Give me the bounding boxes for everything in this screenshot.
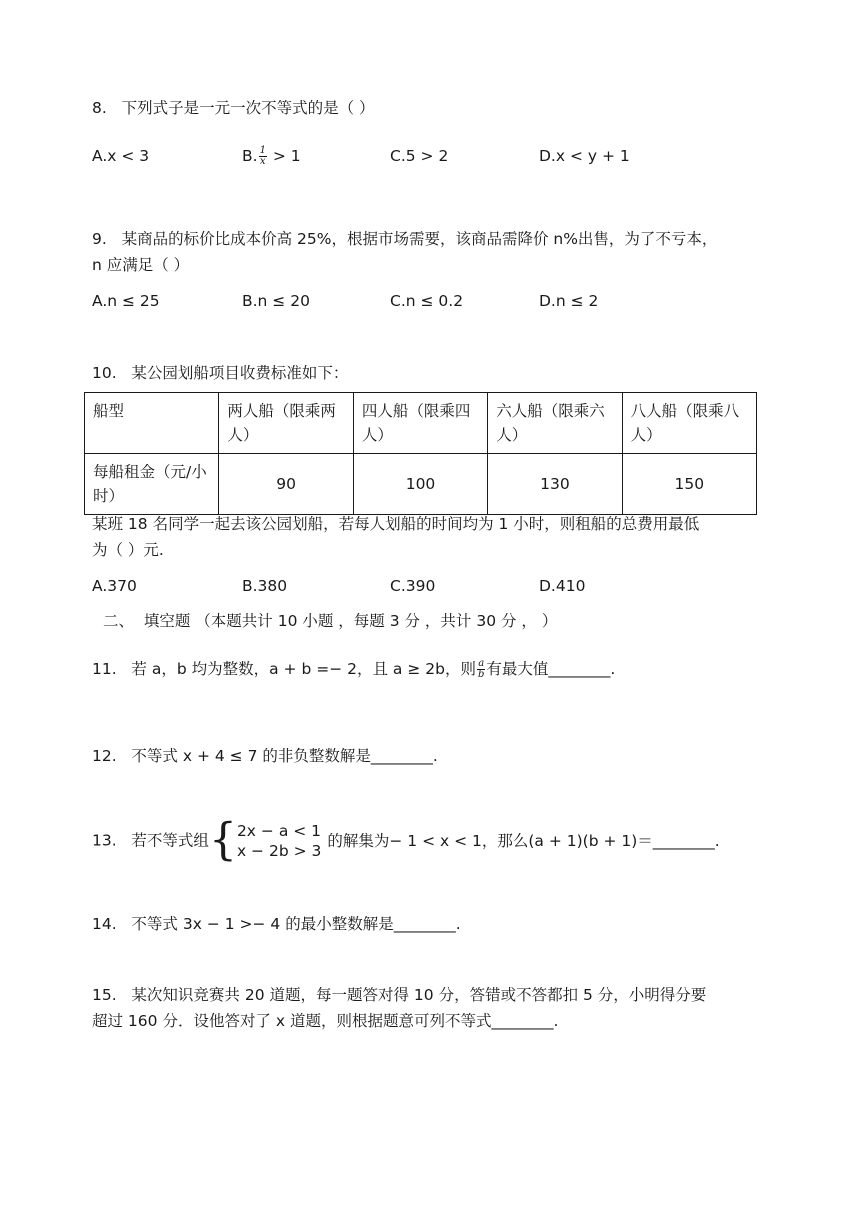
fraction-numerator: a [478, 658, 485, 669]
question-10-option-a: A.370 [92, 577, 137, 595]
fraction-numerator: 1 [259, 145, 266, 156]
question-10-text-line2: 为（ ）元. [92, 541, 164, 559]
question-10-option-b: B.380 [242, 577, 288, 595]
table-header-cell: 两人船（限乘两人） [219, 393, 353, 454]
question-8-option-a: A.x < 3 [92, 147, 150, 165]
left-brace: { [208, 814, 237, 866]
inequality-2: x − 2b > 3 [236, 841, 322, 860]
question-13-pre: 13. 若不等式组 [92, 831, 209, 850]
inequality-system [237, 821, 321, 861]
table-header-cell: 六人船（限乘六人） [488, 393, 622, 454]
table-row [85, 454, 757, 515]
question-11-pre: 11. 若 a，b 均为整数，a + b =− 2，且 a ≥ 2b，则 [92, 660, 476, 678]
question-9-option-d: D.n ≤ 2 [539, 292, 599, 310]
question-8-option-b [242, 145, 301, 167]
question-13-post: 的解集为− 1 < x < 1，那么(a + 1)(b + 1)＝________. [327, 831, 720, 850]
question-15-line1: 15. 某次知识竞赛共 20 道题，每一题答对得 10 分，答错或不答都扣 5 分，小明得分要 [92, 986, 707, 1004]
question-9-stem-line1: 9. 某商品的标价比成本价高 25%，根据市场需要，该商品需降价 n%出售，为了不亏本， [92, 230, 718, 248]
fee-table [84, 392, 757, 515]
table-row [85, 393, 757, 454]
question-12: 12. 不等式 x + 4 ≤ 7 的非负整数解是________. [92, 747, 438, 765]
question-10-text-line1: 某班 18 名同学一起去该公园划船，若每人划船的时间均为 1 小时，则租船的总费用最低 [92, 515, 700, 533]
question-15-line2: 超过 160 分．设他答对了 x 道题，则根据题意可列不等式________. [92, 1012, 559, 1030]
section-heading: 二、 填空题 （本题共计 10 小题 ，每题 3 分 ，共计 30 分 ， ） [103, 612, 558, 630]
question-9-option-c: C.n ≤ 0.2 [390, 292, 464, 310]
fraction-denominator: x [259, 156, 266, 167]
question-11-post: 有最大值________. [486, 660, 616, 678]
inequality-1: 2x − a < 1 [236, 821, 322, 840]
option-b-suffix: > 1 [267, 147, 301, 165]
question-9-option-a: A.n ≤ 25 [92, 292, 160, 310]
question-9-option-b: B.n ≤ 20 [242, 292, 310, 310]
fraction-denominator: b [477, 669, 485, 680]
table-cell: 90 [219, 454, 353, 515]
question-11 [92, 658, 615, 680]
fraction-a-over-b [477, 659, 485, 680]
question-8-stem: 8. 下列式子是一元一次不等式的是（ ） [92, 99, 375, 117]
question-14: 14. 不等式 3x − 1 >− 4 的最小整数解是________. [92, 915, 461, 933]
table-header-cell: 四人船（限乘四人） [353, 393, 487, 454]
table-cell: 150 [622, 454, 756, 515]
question-9-stem-line2: n 应满足（ ） [92, 256, 190, 274]
table-header-cell: 八人船（限乘八人） [622, 393, 756, 454]
question-13 [92, 814, 720, 866]
table-header-cell: 船型 [85, 393, 219, 454]
question-10-option-c: C.390 [390, 577, 436, 595]
table-cell: 100 [353, 454, 487, 515]
question-8-option-d: D.x < y + 1 [539, 147, 630, 165]
option-b-prefix: B. [242, 147, 258, 165]
question-10-option-d: D.410 [539, 577, 586, 595]
question-8-option-c: C.5 > 2 [390, 147, 449, 165]
table-row-label: 每船租金（元/小时） [85, 454, 219, 515]
table-cell: 130 [488, 454, 622, 515]
fraction-one-over-x [259, 146, 267, 167]
question-10-stem: 10. 某公园划船项目收费标准如下： [92, 364, 349, 382]
